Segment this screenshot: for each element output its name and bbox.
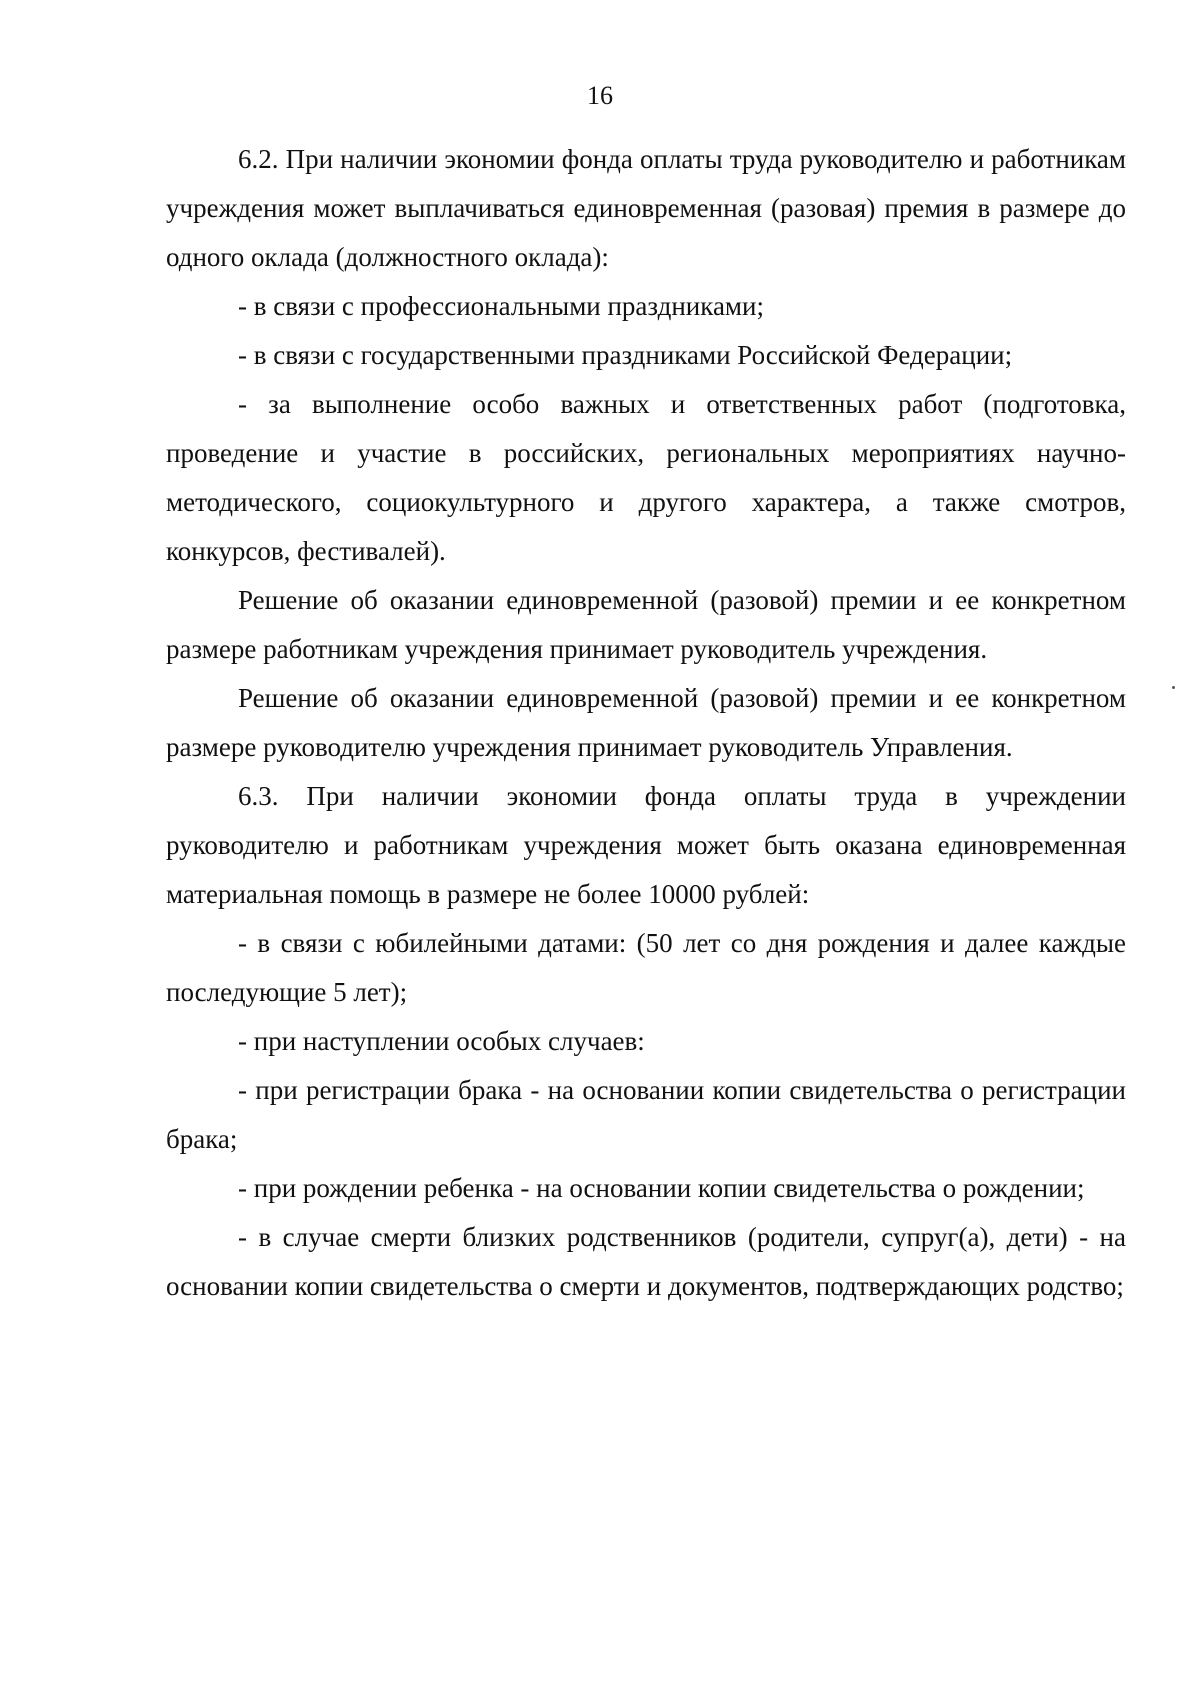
list-item-professional-holidays: - в связи с профессиональными праздниками; xyxy=(238,291,764,321)
scan-speck xyxy=(1172,686,1175,689)
paragraph-6-3: 6.3. При наличии экономии фонда оплаты труда в учреждении руководителю и работникам учреждения может быть оказана единовременная материальная помощь в размере не более 10000 рублей: xyxy=(166,781,1126,909)
list-item-bereavement: - в случае смерти близких родственников (родители, супруг(а), дети) - на основании копии свидетельства о смерти и документов, подтверждающих родство; xyxy=(166,1222,1126,1301)
paragraph-6-2: 6.2. При наличии экономии фонда оплаты труда руководителю и работникам учреждения может выплачиваться единовременная (разовая) премия в размере до одного оклада (должностного оклада): xyxy=(166,144,1126,272)
document-body xyxy=(166,135,1126,1311)
list-item-childbirth: - при рождении ребенка - на основании копии свидетельства о рождении; xyxy=(238,1173,1085,1203)
list-item-important-works: - за выполнение особо важных и ответственных работ (подготовка, проведение и участие в российских, региональных мероприятиях научно-методического, социокультурного и другого характера, а также смотров, конкурсов, фестивалей). xyxy=(166,389,1126,566)
list-item-special-cases: - при наступлении особых случаев: xyxy=(238,1026,645,1056)
list-item-state-holidays: - в связи с государственными праздниками Российской Федерации; xyxy=(238,340,1013,370)
list-item-marriage: - при регистрации брака - на основании копии свидетельства о регистрации брака; xyxy=(166,1075,1126,1154)
page-number: 16 xyxy=(587,81,613,110)
paragraph-decision-employees: Решение об оказании единовременной (разовой) премии и ее конкретном размере работникам учреждения принимает руководитель учреждения. xyxy=(166,585,1126,664)
list-item-anniversary: - в связи с юбилейными датами: (50 лет со дня рождения и далее каждые последующие 5 лет); xyxy=(166,928,1126,1007)
paragraph-decision-head: Решение об оказании единовременной (разовой) премии и ее конкретном размере руководителю учреждения принимает руководитель Управления. xyxy=(166,683,1126,762)
